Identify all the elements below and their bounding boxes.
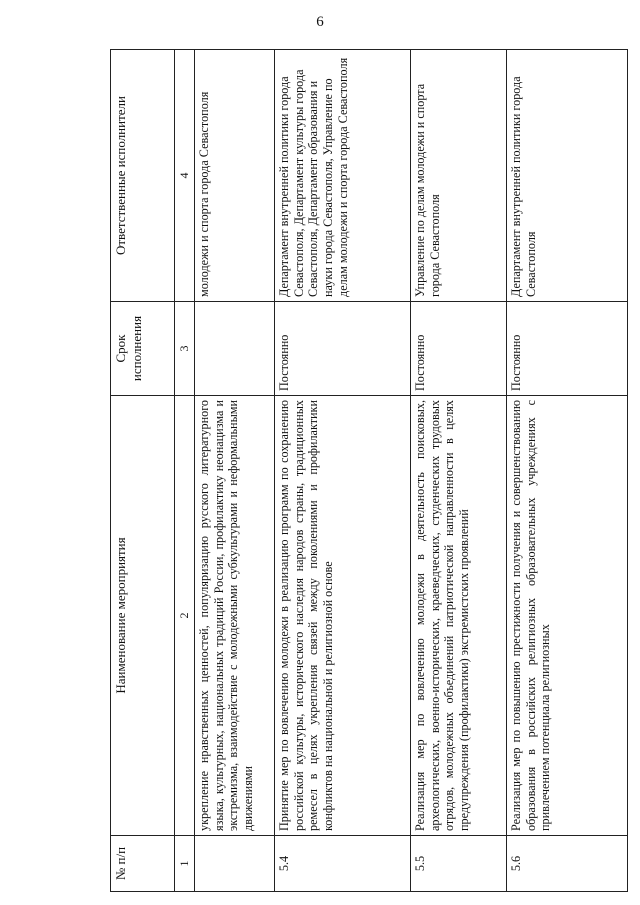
row-num: 5.6 (506, 836, 627, 892)
header-resp: Ответственные исполнители (111, 50, 175, 302)
rotated-table-container (110, 50, 628, 892)
header-name: Наименование мероприятия (111, 396, 175, 836)
row-name: укрепление нравственных ценностей, популяризацию русского литературного языка, культурных, национальных традиций России, профилактику неонацизма и экстремизма, взаимодействие с молодежными субкультурами и неформальными движениями (194, 396, 274, 836)
table-row (410, 50, 506, 892)
row-name: Реализация мер по вовлечению молодежи в деятельность поисковых, археологических, военно-исторических, краеведческих, студенческих трудовых отрядов, молодежных объединений патриотической направленности в целях предупреждения (профилактики) экстремистских проявлений (410, 396, 506, 836)
column-number: 4 (175, 50, 195, 302)
column-number: 2 (175, 396, 195, 836)
column-number: 3 (175, 302, 195, 396)
table-header-row (111, 50, 175, 892)
table-row (194, 50, 274, 892)
header-term: Срок исполнения (111, 302, 175, 396)
row-term (194, 302, 274, 396)
row-resp: Управление по делам молодежи и спорта города Севастополя (410, 50, 506, 302)
table-row (506, 50, 627, 892)
row-resp: Департамент внутренней политики города Севастополя, Департамент культуры города Севастополя, Департамент образования и науки города Севастополя, Управление по делам молодежи и спорта города Севастополя (274, 50, 410, 302)
row-num: 5.5 (410, 836, 506, 892)
column-number-row (175, 50, 195, 892)
row-term: Постоянно (410, 302, 506, 396)
row-resp: Департамент внутренней политики города Севастополя (506, 50, 627, 302)
row-term: Постоянно (506, 302, 627, 396)
header-num: № п/п (111, 836, 175, 892)
table-row (274, 50, 410, 892)
row-num: 5.4 (274, 836, 410, 892)
column-number: 1 (175, 836, 195, 892)
measures-table (110, 49, 628, 892)
row-term: Постоянно (274, 302, 410, 396)
row-name: Реализация мер по повышению престижности получения и совершенствованию образования в российских религиозных образовательных учреждениях с привлечением потенциала религиозных (506, 396, 627, 836)
row-num (194, 836, 274, 892)
row-resp: молодежи и спорта города Севастополя (194, 50, 274, 302)
row-name: Принятие мер по вовлечению молодежи в реализацию программ по сохранению российской культуры, исторического наследия народов страны, традиционных ремесел в целях укрепления связей между поколениями и профилактики конфликтов на национальной и религиозной основе (274, 396, 410, 836)
page-number: 6 (316, 14, 324, 30)
